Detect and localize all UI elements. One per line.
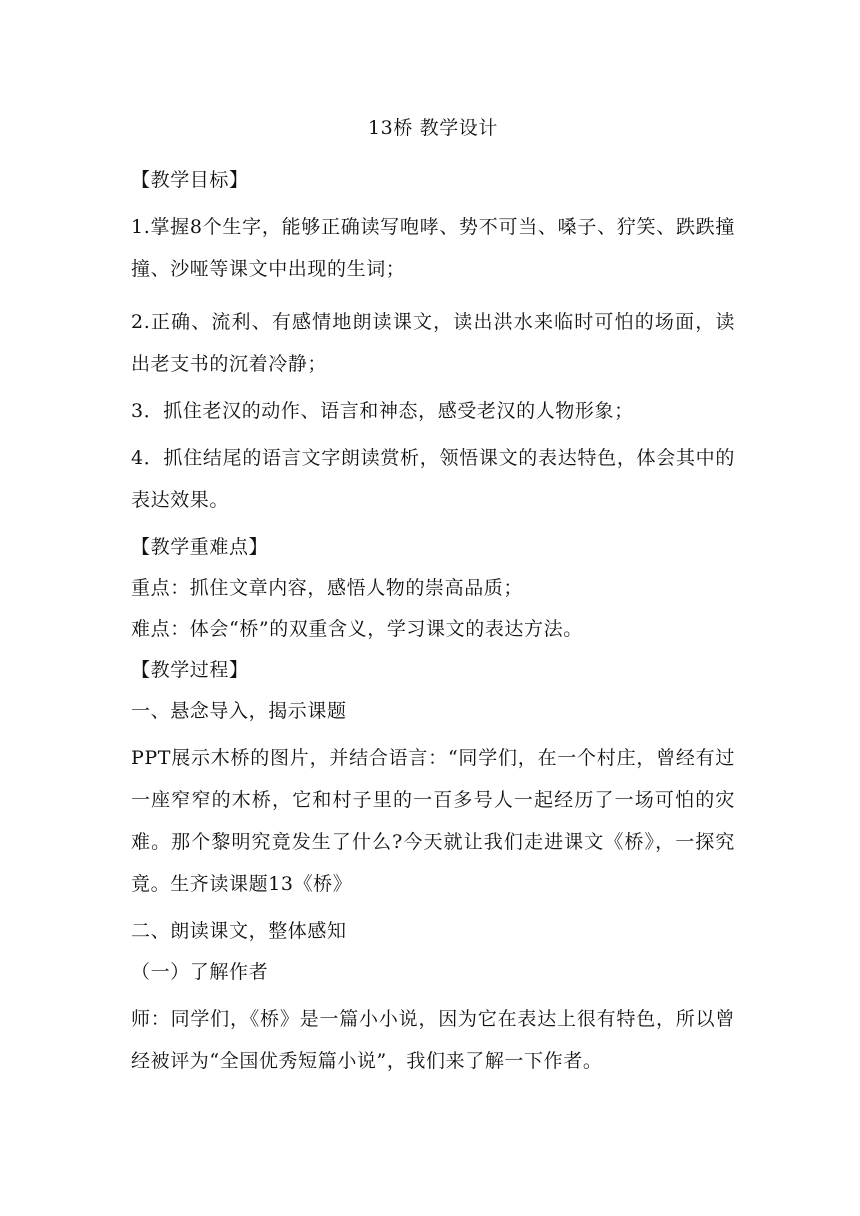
key-point-text: 重点：抓住文章内容，感悟人物的崇高品质； <box>131 577 524 599</box>
objective-item-2: 2.正确、流利、有感情地朗读课文，读出洪水来临时可怕的场面，读出老支书的沉着冷静； <box>131 311 735 375</box>
document-title: 13桥 教学设计 <box>367 117 499 139</box>
section-heading-process: 【教学过程】 <box>131 659 249 681</box>
difficult-point-text: 难点：体会“桥”的双重含义，学习课文的表达方法。 <box>131 618 583 640</box>
step-2-heading: 二、朗读课文，整体感知 <box>131 920 347 942</box>
step-1-heading: 一、悬念导入，揭示课题 <box>131 700 347 722</box>
section-heading-objectives: 【教学目标】 <box>131 169 249 191</box>
document-body <box>131 113 735 1093</box>
objective-item-1: 1.掌握8个生字，能够正确读写咆哮、势不可当、嗓子、狞笑、跌跌撞撞、沙哑等课文中出现的生词； <box>131 216 735 280</box>
objective-item-3: 3．抓住老汉的动作、语言和神态，感受老汉的人物形象； <box>131 400 634 422</box>
step-2-sub-heading: （一）了解作者 <box>131 961 269 983</box>
step-2-paragraph: 师：同学们，《桥》是一篇小小说，因为它在表达上很有特色，所以曾经被评为“全国优秀短篇小说”，我们来了解一下作者。 <box>131 1008 735 1072</box>
section-heading-key-points: 【教学重难点】 <box>131 536 269 558</box>
objective-item-4: 4．抓住结尾的语言文字朗读赏析，领悟课文的表达特色，体会其中的表达效果。 <box>131 447 735 511</box>
step-1-paragraph: PPT展示木桥的图片，并结合语言：“同学们，在一个村庄，曾经有过一座窄窄的木桥，它和村子里的一百多号人一起经历了一场可怕的灾难。那个黎明究竟发生了什么?今天就让我们走进课文《桥》，一探究竟。生齐读课题13《桥》 <box>131 747 735 895</box>
